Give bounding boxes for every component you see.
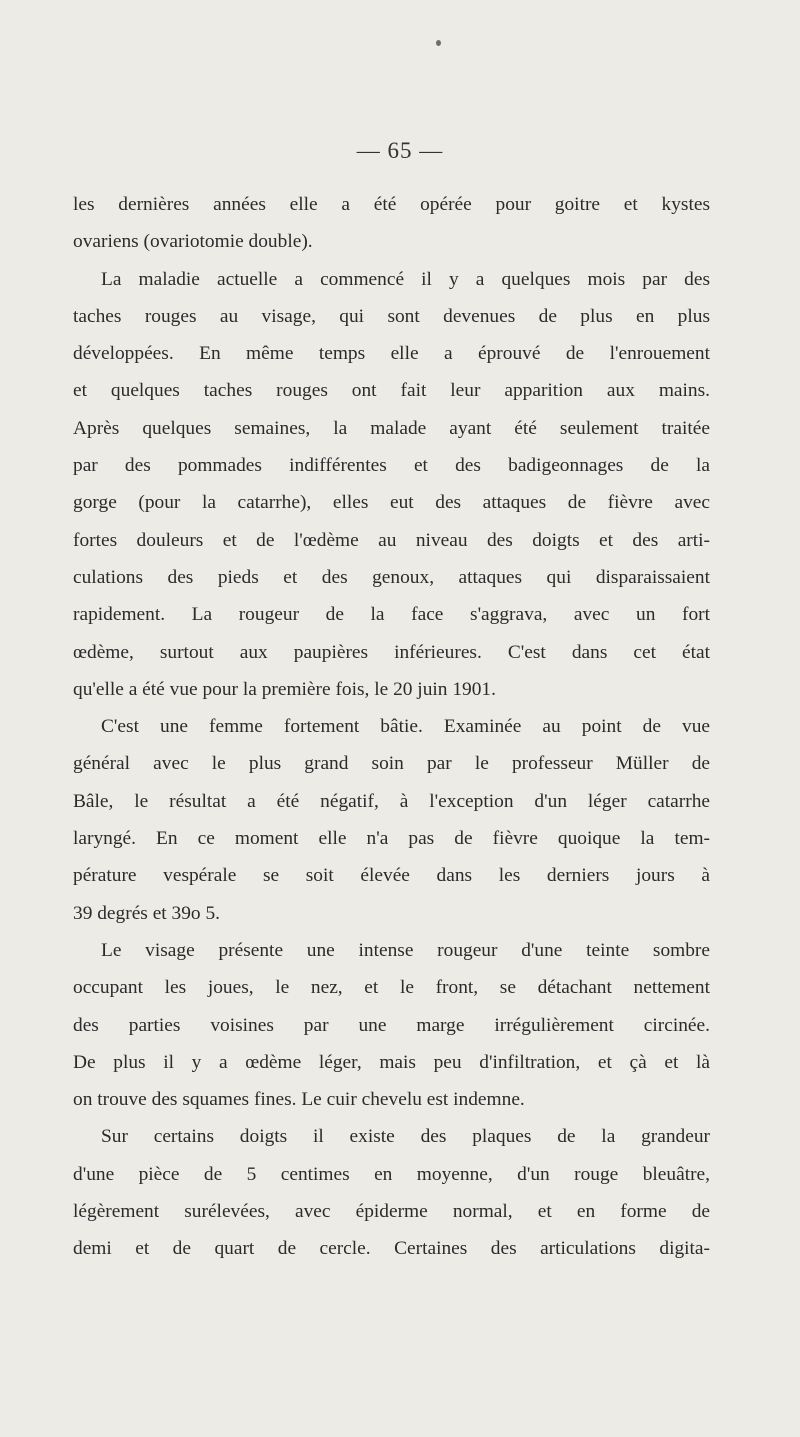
text-line: œdème, surtout aux paupières inférieures. C'est dans cet état bbox=[73, 641, 710, 663]
text-line: La maladie actuelle a commencé il y a quelques mois par des bbox=[101, 268, 710, 290]
text-line: fortes douleurs et de l'œdème au niveau des doigts et des arti- bbox=[73, 529, 710, 551]
text-line: taches rouges au visage, qui sont devenues de plus en plus bbox=[73, 305, 710, 327]
text-line: on trouve des squames fines. Le cuir chevelu est indemne. bbox=[73, 1089, 525, 1111]
text-line: De plus il y a œdème léger, mais peu d'infiltration, et çà et là bbox=[73, 1051, 710, 1073]
text-line: laryngé. En ce moment elle n'a pas de fièvre quoique la tem- bbox=[73, 828, 710, 850]
text-line: demi et de quart de cercle. Certaines des articulations digita- bbox=[73, 1238, 710, 1260]
text-line: des parties voisines par une marge irrégulièrement circinée. bbox=[73, 1014, 710, 1036]
text-line: gorge (pour la catarrhe), elles eut des attaques de fièvre avec bbox=[73, 492, 710, 514]
ink-speck bbox=[436, 40, 441, 46]
text-line: développées. En même temps elle a éprouvé de l'enrouement bbox=[73, 343, 710, 365]
body-text bbox=[73, 186, 710, 1268]
text-line: 39 degrés et 39o 5. bbox=[73, 902, 221, 924]
text-line: qu'elle a été vue pour la première fois, le 20 juin 1901. bbox=[73, 678, 496, 700]
text-line: Sur certains doigts il existe des plaques de la grandeur bbox=[101, 1126, 710, 1148]
text-line: par des pommades indifférentes et des badigeonnages de la bbox=[73, 455, 710, 477]
text-line: d'une pièce de 5 centimes en moyenne, d'un rouge bleuâtre, bbox=[73, 1163, 710, 1185]
text-line: C'est une femme fortement bâtie. Examinée au point de vue bbox=[101, 716, 710, 738]
text-line: légèrement surélevées, avec épiderme normal, et en forme de bbox=[73, 1201, 710, 1223]
text-line: les dernières années elle a été opérée pour goitre et kystes bbox=[73, 194, 710, 215]
text-line: pérature vespérale se soit élevée dans les derniers jours à bbox=[73, 865, 710, 887]
text-line: culations des pieds et des genoux, attaques qui disparaissaient bbox=[73, 566, 710, 588]
text-line: occupant les joues, le nez, et le front, se détachant nettement bbox=[73, 977, 710, 999]
text-line: ovariens (ovariotomie double). bbox=[73, 231, 313, 253]
text-line: Le visage présente une intense rougeur d'une teinte sombre bbox=[101, 939, 710, 961]
text-line: Bâle, le résultat a été négatif, à l'exception d'un léger catarrhe bbox=[73, 790, 710, 812]
text-line: général avec le plus grand soin par le professeur Müller de bbox=[73, 753, 710, 775]
text-line: Après quelques semaines, la malade ayant été seulement traitée bbox=[73, 417, 710, 439]
page-number: — 65 — bbox=[356, 138, 444, 163]
text-line: et quelques taches rouges ont fait leur apparition aux mains. bbox=[73, 380, 710, 402]
text-line: rapidement. La rougeur de la face s'aggrava, avec un fort bbox=[73, 604, 710, 626]
